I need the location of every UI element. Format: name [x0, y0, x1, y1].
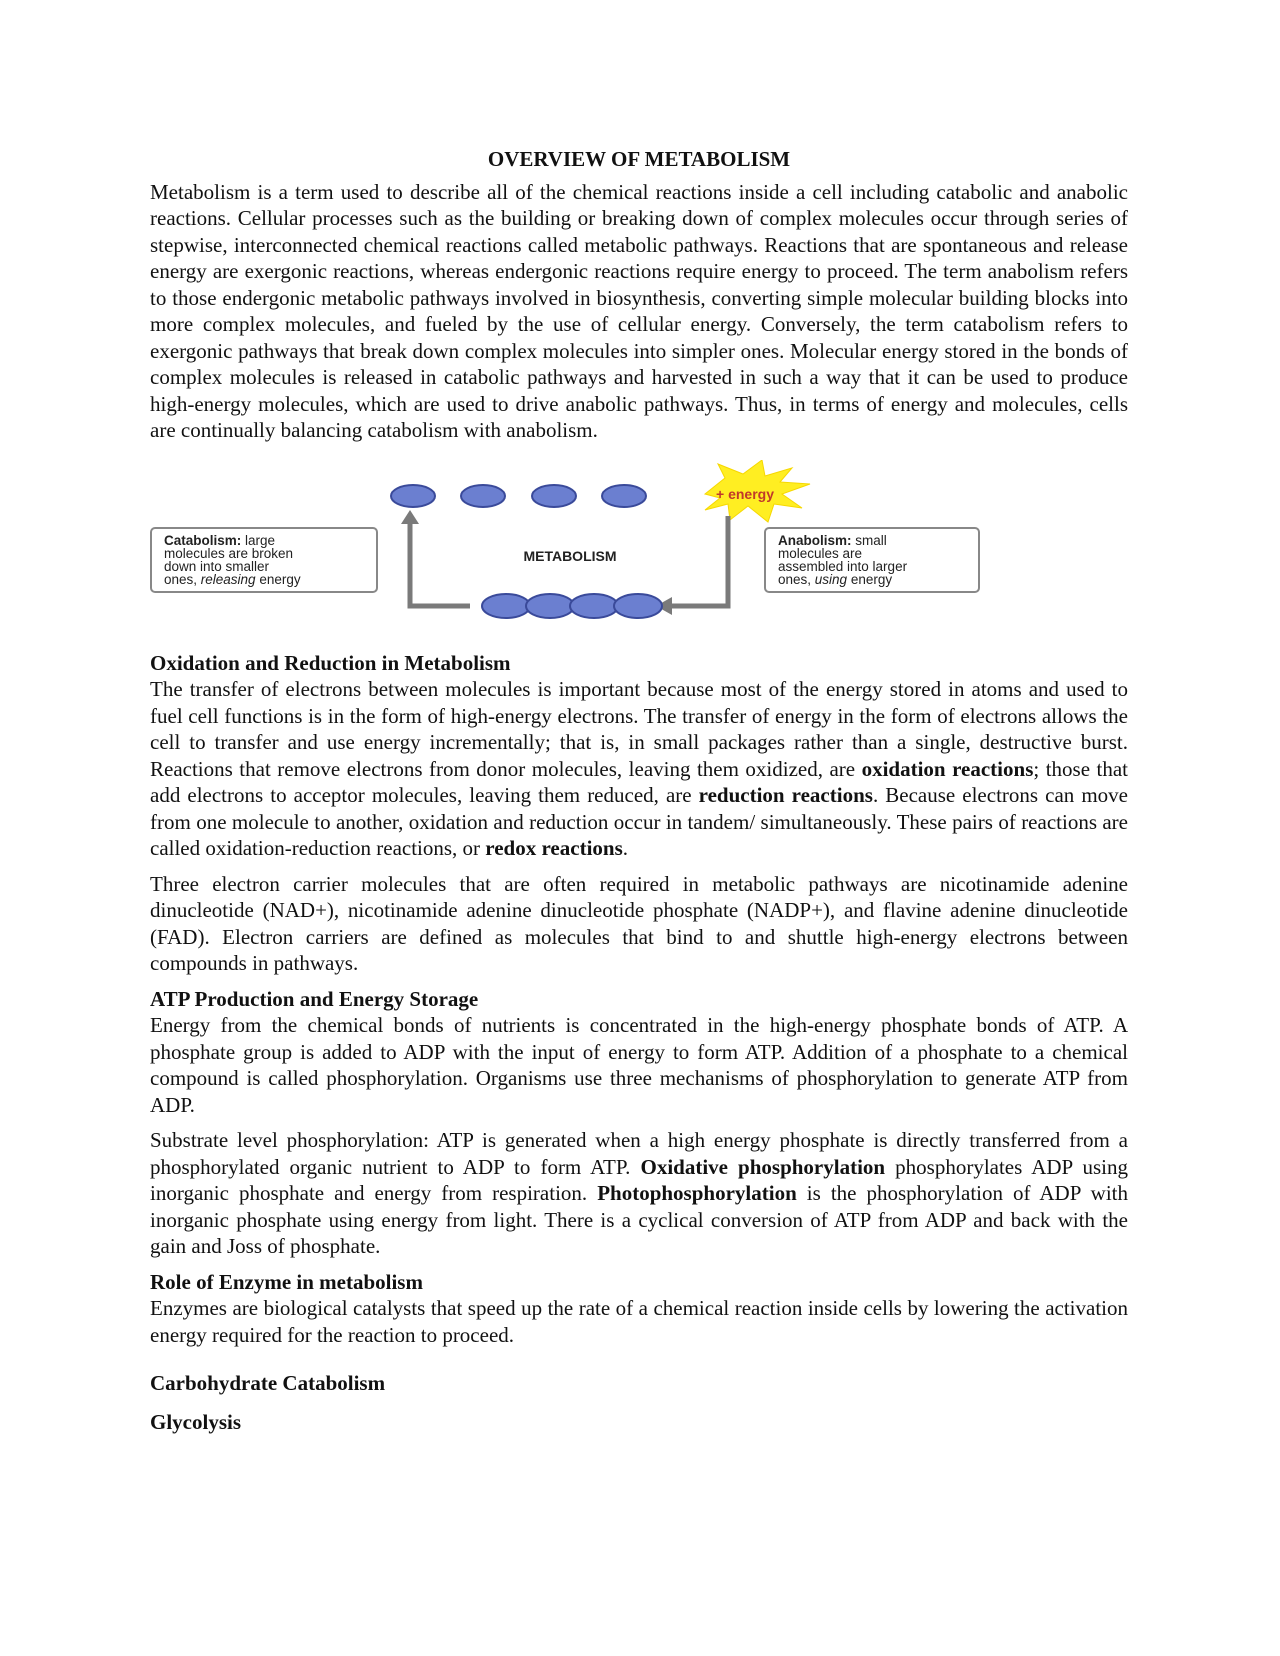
redox-text: . Because electrons can move from one molecule to another, oxidation and reduction occur in tandem/ simultaneously. These pairs of reactions are called oxidation-reduction reactions, or [150, 783, 1128, 860]
page-title: OVERVIEW OF METABOLISM [487, 147, 791, 171]
atp-paragraph-1: Energy from the chemical bonds of nutrients is concentrated in the high-energy phosphate bonds of ATP. A phosphate group is added to ADP with the input of energy to form ATP. Addition of a phosphate to a chemical compound is called phosphorylation. Organisms use three mechanisms of phosphorylation to generate ATP from ADP. [150, 1013, 1128, 1117]
metabolism-label: METABOLISM [523, 547, 617, 564]
heading-redox: Oxidation and Reduction in Metabolism [150, 650, 511, 675]
redox-text: . [622, 836, 629, 860]
anabolism-line1: small [855, 532, 887, 548]
catabolism-line4b: releasing [200, 571, 256, 587]
catabolism-line2: molecules are broken [164, 545, 294, 561]
enzyme-paragraph: Enzymes are biological catalysts that speed up the rate of a chemical reaction inside cells by lowering the activation energy required for the reaction to proceed. [150, 1296, 1128, 1347]
anabolism-line4a: ones, [778, 571, 815, 587]
energy-label: + energy [716, 485, 774, 502]
heading-atp: ATP Production and Energy Storage [150, 986, 479, 1011]
catabolism-arrowhead [401, 510, 419, 524]
term-reduction: reduction reactions [698, 783, 873, 807]
anabolism-arrow [670, 516, 728, 606]
document-page [150, 146, 1128, 1435]
molecule [461, 485, 505, 507]
heading-carbohydrate-catabolism: Carbohydrate Catabolism [150, 1371, 386, 1395]
chain-molecule [570, 594, 618, 618]
atp-text: Substrate level phosphorylation: ATP is generated when a high energy phosphate is directly transferred from a phosphorylated organic nutrient to ADP to form ATP. [150, 1128, 1128, 1179]
intro-paragraph: Metabolism is a term used to describe all of the chemical reactions inside a cell including catabolic and anabolic reactions. Cellular processes such as the building or breaking down of complex molecules occur through series of stepwise, interconnected chemical reactions called metabolic pathways. Reactions that are spontaneous and release energy are exergonic reactions, whereas endergonic reactions require energy to proceed. The term anabolism refers to those endergonic metabolic pathways involved in biosynthesis, converting simple molecular building blocks into more complex molecules, and fueled by the use of cellular energy. Conversely, the term catabolism refers to exergonic pathways that break down complex molecules into simpler ones. Molecular energy stored in the bonds of complex molecules is released in catabolic pathways and harvested in such a way that it can be used to produce high-energy molecules, which are used to drive anabolic pathways. Thus, in terms of energy and molecules, cells are continually balancing catabolism with anabolism. [150, 179, 1128, 442]
heading-enzyme: Role of Enzyme in metabolism [150, 1269, 423, 1294]
molecule [532, 485, 576, 507]
catabolism-line3: down into smaller [164, 558, 270, 574]
term-oxidation: oxidation reactions [861, 756, 1034, 781]
anabolism-title: Anabolism: [778, 532, 852, 548]
term-photophosphorylation: Photophosphorylation [597, 1181, 797, 1205]
redox-paragraph-1 [150, 676, 1128, 862]
metabolism-diagram-svg [150, 460, 1128, 636]
anabolism-line2: molecules are [778, 545, 863, 561]
atp-paragraph-2 [150, 1127, 1128, 1260]
anabolism-line3: assembled into larger [778, 558, 908, 574]
catabolism-line4a: ones, [164, 571, 201, 587]
molecule [391, 485, 435, 507]
chain-molecule [614, 594, 662, 618]
atp-text: is the phosphorylation of ADP with inorganic phosphate using energy from light. There is a cyclical conversion of ATP from ADP and back with the gain and Joss of phosphate. [150, 1181, 1128, 1258]
redox-paragraph-2: Three electron carrier molecules that are often required in metabolic pathways are nicotinamide adenine dinucleotide (NAD+), nicotinamide adenine dinucleotide phosphate (NADP+), and flavine adenine dinucleotide (FAD). Electron carriers are defined as molecules that bind to and shuttle high-energy electrons between compounds in pathways. [150, 871, 1128, 975]
term-redox: redox reactions [485, 836, 623, 860]
chain-molecule [526, 594, 574, 618]
catabolism-line4c: energy [255, 571, 301, 587]
redox-text: ; those that add electrons to acceptor molecules, leaving them reduced, are [150, 756, 1128, 807]
catabolism-line1: large [245, 532, 276, 548]
chain-molecule [482, 594, 530, 618]
heading-glycolysis: Glycolysis [150, 1409, 242, 1434]
metabolism-diagram [150, 460, 1128, 636]
term-oxidative-phosphorylation: Oxidative phosphorylation [640, 1154, 886, 1179]
redox-text: The transfer of electrons between molecules is important because most of the energy stored in atoms and used to fuel cell functions is in the form of high-energy electrons. The transfer of energy in the form of electrons allows the cell to transfer and use energy incrementally; that is, in small packages rather than a single, destructive burst. Reactions that remove electrons from donor molecules, leaving them oxidized, are [150, 677, 1128, 781]
anabolism-line4c: energy [847, 571, 893, 587]
atp-text: phosphorylates ADP using inorganic phosphate and energy from respiration. [150, 1154, 1128, 1205]
catabolism-title: Catabolism: [164, 532, 242, 548]
molecule [602, 485, 646, 507]
anabolism-line4b: using [814, 571, 848, 587]
catabolism-arrow [410, 522, 470, 606]
